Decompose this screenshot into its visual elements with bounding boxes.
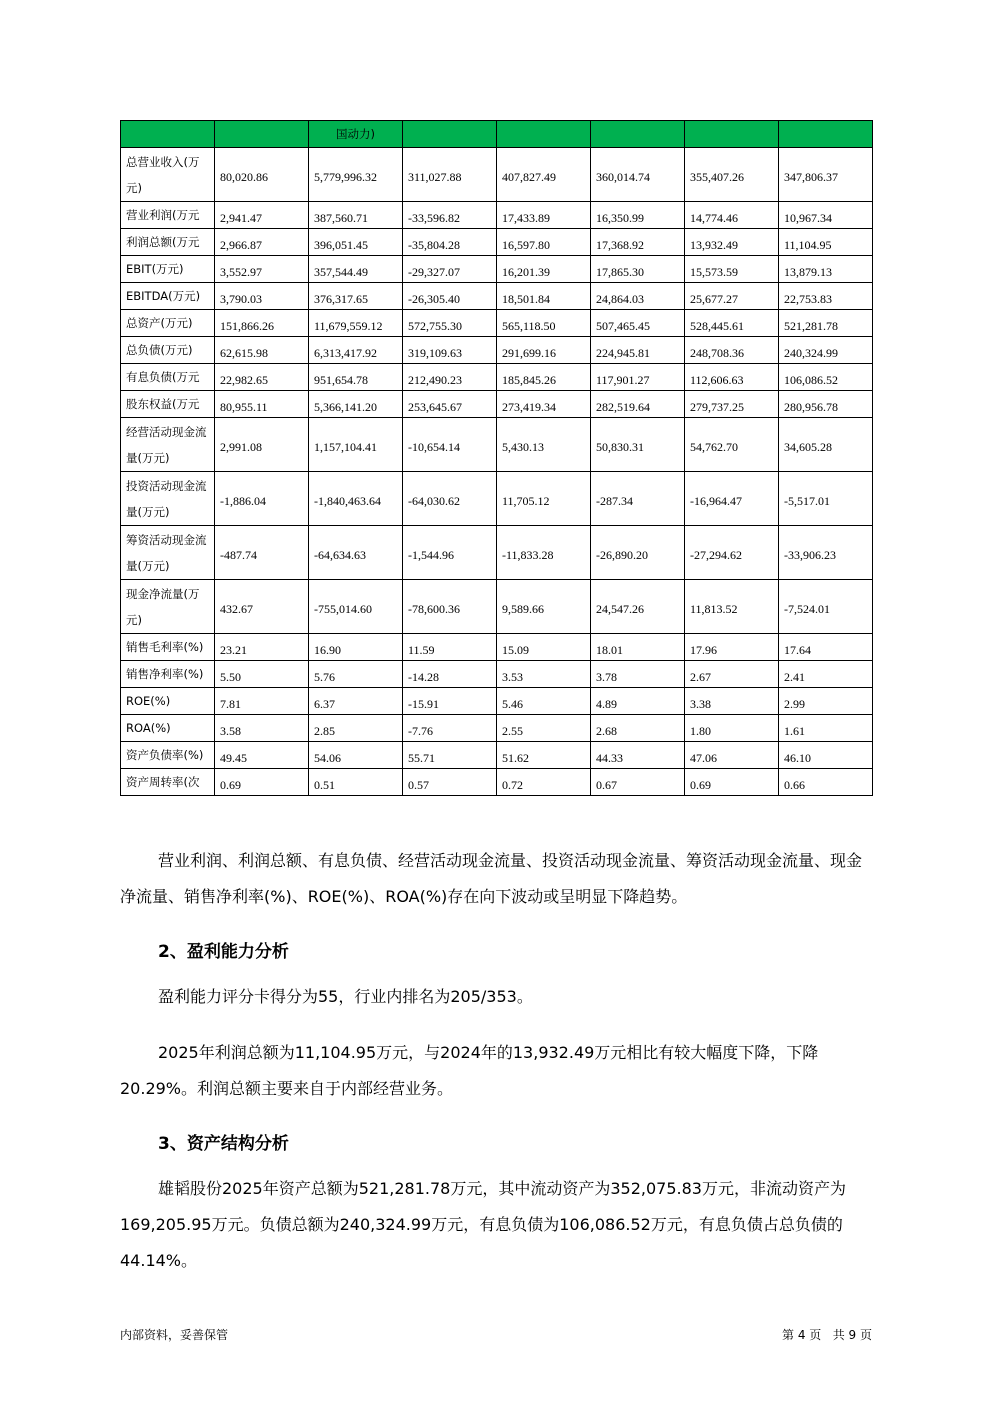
table-cell: 15,573.59 [685,256,779,283]
table-cell: 4.89 [591,688,685,715]
table-cell: 282,519.64 [591,391,685,418]
table-cell: 355,407.26 [685,148,779,202]
table-cell: -1,840,463.64 [309,472,403,526]
table-cell: 507,465.45 [591,310,685,337]
table-cell: 572,755.30 [403,310,497,337]
table-cell: -11,833.28 [497,526,591,580]
header-cell [779,121,873,148]
table-cell: -1,886.04 [215,472,309,526]
table-cell: 2.85 [309,715,403,742]
table-row [121,391,873,418]
table-cell: 3,790.03 [215,283,309,310]
header-cell [121,121,215,148]
table-cell: 55.71 [403,742,497,769]
table-cell: -64,030.62 [403,472,497,526]
table-cell: 565,118.50 [497,310,591,337]
table-cell: -755,014.60 [309,580,403,634]
row-label: 投资活动现金流量(万元) [121,472,215,526]
table-cell: 521,281.78 [779,310,873,337]
table-cell: 47.06 [685,742,779,769]
table-cell: 2.68 [591,715,685,742]
table-cell: 3.38 [685,688,779,715]
table-row [121,337,873,364]
table-cell: 25,677.27 [685,283,779,310]
table-row [121,661,873,688]
row-label: 资产负债率(%) [121,742,215,769]
table-row [121,769,873,796]
header-cell [591,121,685,148]
table-cell: 11,813.52 [685,580,779,634]
table-cell: 0.51 [309,769,403,796]
table-cell: 360,014.74 [591,148,685,202]
table-cell: 24,864.03 [591,283,685,310]
table-cell: 185,845.26 [497,364,591,391]
table-cell: 0.66 [779,769,873,796]
table-row [121,202,873,229]
table-cell: 16,597.80 [497,229,591,256]
table-row [121,229,873,256]
table-row [121,256,873,283]
table-cell: 5,430.13 [497,418,591,472]
table-cell: -78,600.36 [403,580,497,634]
table-row [121,148,873,202]
table-cell: 112,606.63 [685,364,779,391]
table-cell: 13,932.49 [685,229,779,256]
table-row [121,526,873,580]
table-cell: 54.06 [309,742,403,769]
table-cell: 49.45 [215,742,309,769]
table-cell: 5.50 [215,661,309,688]
table-cell: 0.69 [215,769,309,796]
table-row [121,634,873,661]
table-cell: -26,890.20 [591,526,685,580]
table-cell: 248,708.36 [685,337,779,364]
header-cell [497,121,591,148]
table-cell: 11,104.95 [779,229,873,256]
row-label: ROE(%) [121,688,215,715]
table-cell: 2,941.47 [215,202,309,229]
table-row [121,418,873,472]
table-cell: 17,865.30 [591,256,685,283]
table-cell: 17,433.89 [497,202,591,229]
table-cell: -7,524.01 [779,580,873,634]
row-label: 总营业收入(万元) [121,148,215,202]
table-cell: 34,605.28 [779,418,873,472]
row-label: 营业利润(万元 [121,202,215,229]
table-cell: -14.28 [403,661,497,688]
table-cell: 0.67 [591,769,685,796]
table-cell: 2,991.08 [215,418,309,472]
table-cell: 5,779,996.32 [309,148,403,202]
table-cell: 22,753.83 [779,283,873,310]
section-heading-profitability: 2、盈利能力分析 [158,942,289,962]
table-cell: 311,027.88 [403,148,497,202]
table-cell: -29,327.07 [403,256,497,283]
table-cell: 11,705.12 [497,472,591,526]
table-cell: 10,967.34 [779,202,873,229]
table-row [121,742,873,769]
table-cell: 432.67 [215,580,309,634]
table-cell: 11,679,559.12 [309,310,403,337]
table-cell: 14,774.46 [685,202,779,229]
table-cell: -10,654.14 [403,418,497,472]
table-cell: 0.69 [685,769,779,796]
table-cell: 407,827.49 [497,148,591,202]
table-cell: 2.99 [779,688,873,715]
table-cell: 951,654.78 [309,364,403,391]
header-cell: 国动力) [309,121,403,148]
asset-paragraph: 雄韬股份2025年资产总额为521,281.78万元，其中流动资产为352,075.83万元，非流动资产为169,205.95万元。负债总额为240,324.99万元，有息负债为106,086.52万元，有息负债占总负债的44.14%。 [120,1179,846,1270]
table-cell: 11.59 [403,634,497,661]
table-cell: -1,544.96 [403,526,497,580]
table-cell: 1.80 [685,715,779,742]
table-cell: 5,366,141.20 [309,391,403,418]
table-cell: 5.76 [309,661,403,688]
table-cell: 117,901.27 [591,364,685,391]
table-cell: 44.33 [591,742,685,769]
table-cell: 387,560.71 [309,202,403,229]
table-cell: 357,544.49 [309,256,403,283]
table-cell: 212,490.23 [403,364,497,391]
table-cell: 291,699.16 [497,337,591,364]
row-label: 资产周转率(次 [121,769,215,796]
table-cell: 3,552.97 [215,256,309,283]
table-cell: 54,762.70 [685,418,779,472]
table-row [121,472,873,526]
row-label: EBIT(万元) [121,256,215,283]
table-cell: 16,201.39 [497,256,591,283]
table-cell: -5,517.01 [779,472,873,526]
table-row [121,715,873,742]
table-cell: 2.55 [497,715,591,742]
table-cell: -35,804.28 [403,229,497,256]
table-cell: 62,615.98 [215,337,309,364]
table-cell: -7.76 [403,715,497,742]
table-cell: 279,737.25 [685,391,779,418]
row-label: 经营活动现金流量(万元) [121,418,215,472]
table-cell: -27,294.62 [685,526,779,580]
section-heading-asset-structure: 3、资产结构分析 [158,1134,289,1154]
table-cell: -33,596.82 [403,202,497,229]
footer-page-number: 第 4 页 共 9 页 [782,1328,872,1342]
table-cell: 80,020.86 [215,148,309,202]
table-cell: 273,419.34 [497,391,591,418]
table-cell: 6.37 [309,688,403,715]
table-cell: -287.34 [591,472,685,526]
table-header-row [121,121,873,148]
table-cell: 5.46 [497,688,591,715]
table-cell: 528,445.61 [685,310,779,337]
row-label: 销售毛利率(%) [121,634,215,661]
table-cell: -64,634.63 [309,526,403,580]
row-label: EBITDA(万元) [121,283,215,310]
table-cell: 17.96 [685,634,779,661]
table-cell: 15.09 [497,634,591,661]
table-cell: 280,956.78 [779,391,873,418]
table-cell: 18,501.84 [497,283,591,310]
table-cell: 0.57 [403,769,497,796]
table-cell: 17.64 [779,634,873,661]
row-label: 利润总额(万元 [121,229,215,256]
table-cell: 2.67 [685,661,779,688]
row-label: 总负债(万元) [121,337,215,364]
table-cell: 9,589.66 [497,580,591,634]
table-cell: -487.74 [215,526,309,580]
row-label: 总资产(万元) [121,310,215,337]
table-cell: 0.72 [497,769,591,796]
table-cell: 319,109.63 [403,337,497,364]
table-cell: 3.78 [591,661,685,688]
table-cell: 396,051.45 [309,229,403,256]
table-cell: 16.90 [309,634,403,661]
table-cell: 151,866.26 [215,310,309,337]
table-cell: -15.91 [403,688,497,715]
table-cell: 3.58 [215,715,309,742]
table-row [121,283,873,310]
table-cell: 18.01 [591,634,685,661]
table-cell: 80,955.11 [215,391,309,418]
table-cell: 240,324.99 [779,337,873,364]
table-cell: 253,645.67 [403,391,497,418]
table-cell: 24,547.26 [591,580,685,634]
table-cell: 1.61 [779,715,873,742]
row-label: ROA(%) [121,715,215,742]
table-cell: 51.62 [497,742,591,769]
table-cell: 347,806.37 [779,148,873,202]
table-cell: 2.41 [779,661,873,688]
table-cell: 376,317.65 [309,283,403,310]
table-cell: -16,964.47 [685,472,779,526]
table-cell: 106,086.52 [779,364,873,391]
table-cell: 7.81 [215,688,309,715]
table-cell: -26,305.40 [403,283,497,310]
trend-paragraph: 营业利润、利润总额、有息负债、经营活动现金流量、投资活动现金流量、筹资活动现金流量、现金净流量、销售净利率(%)、ROE(%)、ROA(%)存在向下波动或呈明显下降趋势。 [120,851,863,906]
row-label: 股东权益(万元 [121,391,215,418]
table-cell: 50,830.31 [591,418,685,472]
table-cell: 13,879.13 [779,256,873,283]
footer-confidential: 内部资料，妥善保管 [120,1328,229,1342]
table-cell: 23.21 [215,634,309,661]
table-cell: 6,313,417.92 [309,337,403,364]
table-cell: 1,157,104.41 [309,418,403,472]
header-cell [685,121,779,148]
row-label: 销售净利率(%) [121,661,215,688]
table-cell: 22,982.65 [215,364,309,391]
table-cell: 17,368.92 [591,229,685,256]
table-cell: 46.10 [779,742,873,769]
table-cell: 3.53 [497,661,591,688]
table-row [121,364,873,391]
table-row [121,580,873,634]
score-paragraph: 盈利能力评分卡得分为55，行业内排名为205/353。 [158,987,533,1006]
row-label: 有息负债(万元 [121,364,215,391]
table-row [121,688,873,715]
profit-paragraph: 2025年利润总额为11,104.95万元，与2024年的13,932.49万元相比有较大幅度下降，下降20.29%。利润总额主要来自于内部经营业务。 [120,1043,819,1098]
table-cell: 2,966.87 [215,229,309,256]
header-cell [403,121,497,148]
table-cell: 224,945.81 [591,337,685,364]
row-label: 筹资活动现金流量(万元) [121,526,215,580]
financial-table [120,120,873,796]
row-label: 现金净流量(万元) [121,580,215,634]
header-cell [215,121,309,148]
table-cell: -33,906.23 [779,526,873,580]
table-row [121,310,873,337]
table-cell: 16,350.99 [591,202,685,229]
